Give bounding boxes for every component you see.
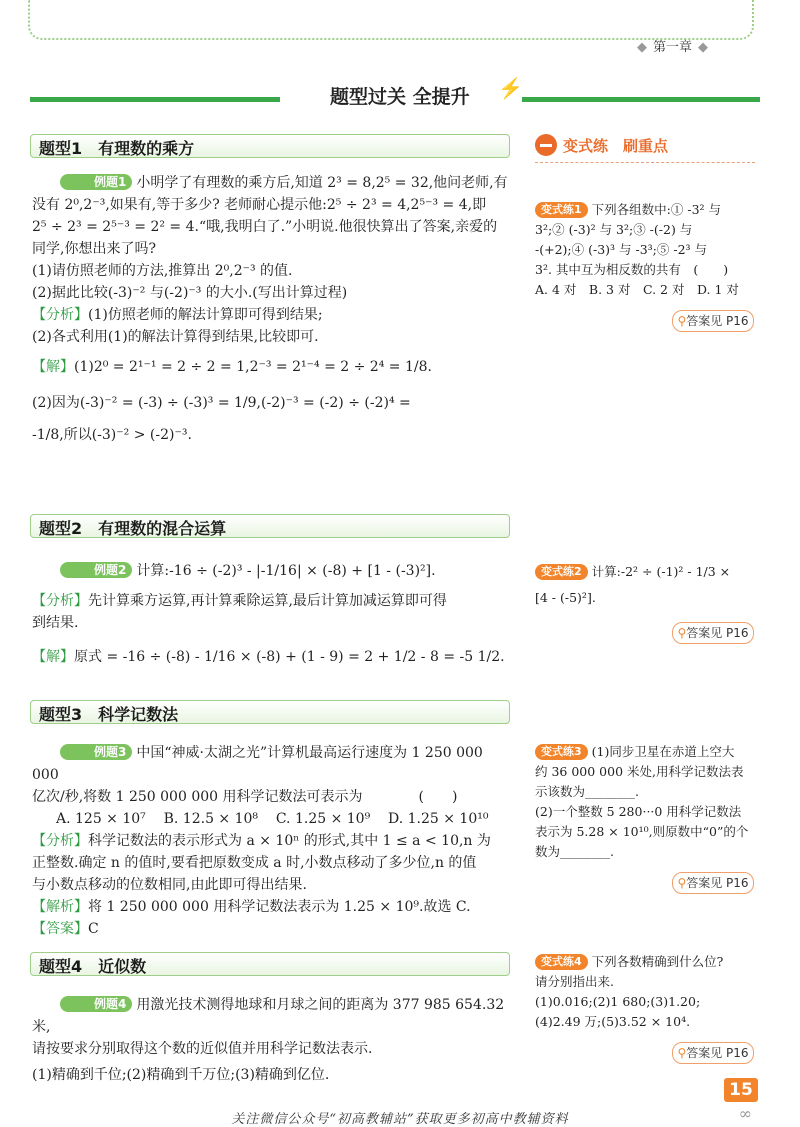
- practice-header: 变式练 刷重点: [535, 134, 755, 162]
- answer-link[interactable]: ⚲答案见 P16: [672, 872, 754, 894]
- example-3: 例题3 中国“神威·太湖之光”计算机最高运行速度为 1 250 000 000 亿次/秒,将数 1 250 000 000 用科学记数法可表示为 ( ) A. 125 × 10⁷ B. 12.5 × 10⁸ C. 1.25 × 10⁹ D. 1.25 × 10¹⁰ 【分析】科学记数法的表示形式为 a × 10ⁿ 的形式,其中 1 ≤ a < 10,n 为 正整数.确定 n 的值时,要看把原数变成 a 时,小数点移动了多少位,n 的值 与小数点移动的位数相同,由此即可得出结果. 【解析】将 1 250 000 000 用科学记数法表示为 1.25 × 10⁹.故选 C. 【答案】C: [32, 745, 491, 937]
- key-icon: ⚲: [677, 1046, 687, 1060]
- top-frame: [28, 0, 754, 40]
- example-1: 例题1 小明学了有理数的乘方后,知道 2³ = 8,2⁵ = 32,他问老师,有 没有 2⁰,2⁻³,如果有,等于多少? 老师耐心提示他:2⁵ ÷ 2³ = 4,2⁵⁻³ = 4,即 2⁵ ÷ 2³ = 2⁵⁻³ = 2² = 4.“哦,我明白了.”小明说.他很快算出了答案,亲爱的 同学,你想出来了吗? (1)请仿照老师的方法,推算出 2⁰,2⁻³ 的值. (2)据此比较(-3)⁻² 与(-2)⁻³ 的大小.(写出计算过程) 【分析】(1)仿照老师的解法计算即可得到结果; (2)各式利用(1)的解法计算得到结果,比较即可. 【解】(1)2⁰ = 2¹⁻¹ = 2 ÷ 2 = 1,2⁻³ = 2¹⁻⁴ = 2 ÷ 2⁴ = 1/8. (2)因为(-3)⁻² = (-3) ÷ (-3)³ = 1/9,(-2)⁻³ = (-2) ÷ (-2)⁴ = -1/8,所以(-3)⁻² > (-2)⁻³.: [32, 175, 508, 443]
- section-header-4: 题型4 近似数: [30, 952, 510, 976]
- diamond-icon: ◆: [636, 40, 647, 55]
- example-tag: 例题4: [60, 996, 132, 1012]
- example-2: 例题2 计算:-16 ÷ (-2)³ - |-1/16| × (-8) + [1 - (-3)²]. 【分析】先计算乘方运算,再计算乘除运算,最后计算加减运算即可得 到结果. 【解】原式 = -16 ÷ (-8) - 1/16 × (-8) + (1 - 9) = 2 + 1/2 - 8 = -5 1/2.: [32, 563, 505, 665]
- diamond-icon: ◆: [698, 40, 708, 55]
- answer-link[interactable]: ⚲答案见 P16: [672, 1042, 754, 1064]
- section-band: [30, 76, 760, 108]
- loop-icon: ∞: [738, 1104, 752, 1123]
- answer-link[interactable]: ⚲答案见 P16: [672, 310, 754, 332]
- chapter-label: ◆ 第一章 ◆: [636, 40, 708, 55]
- practice-1: 变式练1 下列各组数中:① -3² 与 3²;② (-3)² 与 3²;③ -(-2) 与 -(+2);④ (-3)³ 与 -3³;⑤ -2³ 与 3². 其中互为相反数的共有 ( ) A. 4 对 B. 3 对 C. 2 对 D. 1 对: [535, 202, 739, 297]
- practice-3: 变式练3 (1)同步卫星在赤道上空大 约 36 000 000 米处,用科学记数法表 示该数为________. (2)一个整数 5 280···0 用科学记数法 表示为 5.28 × 10¹⁰,则原数中“0”的个 数为________.: [535, 744, 749, 859]
- lightning-icon: ⚡: [498, 76, 523, 100]
- section-header-1: 题型1 有理数的乘方: [30, 134, 510, 158]
- key-icon: ⚲: [677, 314, 687, 328]
- practice-4: 变式练4 下列各数精确到什么位? 请分别指出来. (1)0.016;(2)1 680;(3)1.20; (4)2.49 万;(5)3.52 × 10⁴.: [535, 954, 724, 1029]
- footer-note: 关注微信公众号“初高教辅站”获取更多初高中教辅资料: [231, 1112, 569, 1127]
- practice-2: 变式练2 计算:-2² ÷ (-1)² - 1/3 × [4 - (-5)²].: [535, 564, 731, 605]
- band-title: 题型过关 全提升: [330, 86, 470, 108]
- key-icon: ⚲: [677, 876, 687, 890]
- example-tag: 例题2: [60, 562, 132, 578]
- band-line-right: [522, 97, 760, 102]
- band-line-left: [30, 97, 280, 102]
- section-header-3: 题型3 科学记数法: [30, 700, 510, 724]
- section-header-2: 题型2 有理数的混合运算: [30, 514, 510, 538]
- example-4: 例题4 用激光技术测得地球和月球之间的距离为 377 985 654.32 米, 请按要求分别取得这个数的近似值并用科学记数法表示. (1)精确到千位;(2)精确到千万位;(3)精确到亿位.: [32, 997, 505, 1083]
- answer-link[interactable]: ⚲答案见 P16: [672, 622, 754, 644]
- page-number: 15: [724, 1078, 758, 1102]
- example-tag: 例题3: [60, 744, 132, 760]
- pencil-icon: [535, 134, 557, 156]
- example-tag: 例题1: [60, 174, 132, 190]
- key-icon: ⚲: [677, 626, 687, 640]
